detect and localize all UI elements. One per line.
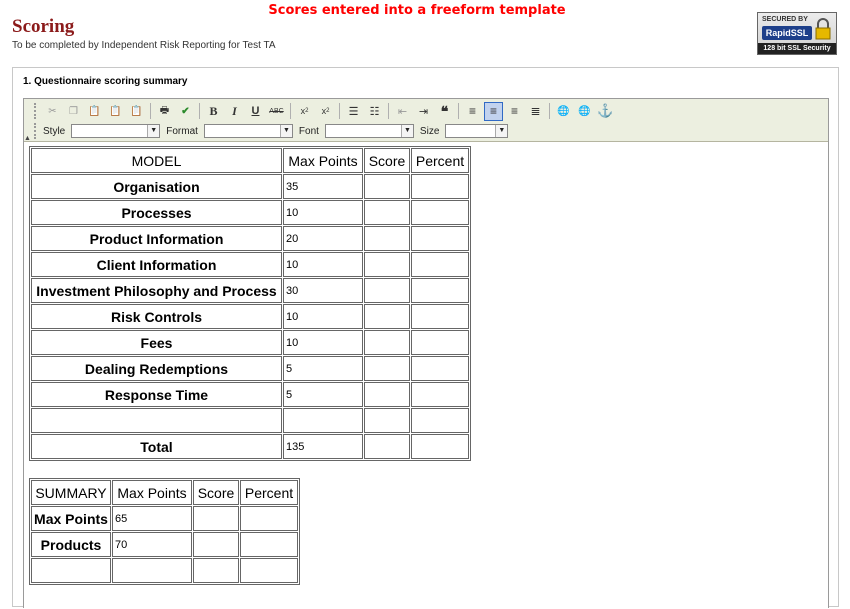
editor-toolbar bbox=[24, 99, 828, 142]
table-cell[interactable] bbox=[411, 356, 469, 381]
ssl-badge-top-text: SECURED BY bbox=[762, 16, 808, 23]
table-header: SUMMARY bbox=[31, 480, 111, 505]
chevron-down-icon[interactable]: ▼ bbox=[147, 125, 159, 137]
font-select[interactable] bbox=[325, 124, 414, 138]
table-cell[interactable] bbox=[411, 382, 469, 407]
table-cell[interactable]: 35 bbox=[283, 174, 363, 199]
table-header: Max Points bbox=[283, 148, 363, 173]
table-cell[interactable]: 65 bbox=[112, 506, 192, 531]
toolbar-separator bbox=[290, 103, 291, 119]
table-cell[interactable]: Processes bbox=[31, 200, 282, 225]
table-cell[interactable] bbox=[193, 558, 239, 583]
table-cell[interactable] bbox=[411, 408, 469, 433]
table-header: Max Points bbox=[112, 480, 192, 505]
table-cell[interactable] bbox=[283, 408, 363, 433]
table-row bbox=[31, 174, 469, 199]
align-left-icon[interactable]: ≡ bbox=[468, 104, 476, 118]
table-cell[interactable] bbox=[240, 532, 298, 557]
table-cell[interactable]: Max Points bbox=[31, 506, 111, 531]
table-cell[interactable]: Dealing Redemptions bbox=[31, 356, 282, 381]
page-subtitle: To be completed by Independent Risk Reporting for Test TA bbox=[12, 40, 276, 51]
bold-icon[interactable]: B bbox=[209, 103, 218, 118]
toolbar-separator bbox=[150, 103, 151, 119]
table-row bbox=[31, 330, 469, 355]
unlink-icon[interactable]: 🌐 bbox=[578, 105, 591, 117]
table-cell[interactable] bbox=[364, 434, 410, 459]
table-cell[interactable] bbox=[364, 330, 410, 355]
table-row bbox=[31, 304, 469, 329]
scoring-section bbox=[12, 67, 839, 607]
table-cell[interactable]: 30 bbox=[283, 278, 363, 303]
toolbar-separator bbox=[458, 103, 459, 119]
indent-icon[interactable]: ⇥ bbox=[418, 105, 429, 118]
font-label: Font bbox=[298, 125, 319, 137]
justify-icon[interactable]: ≣ bbox=[530, 104, 541, 118]
table-cell[interactable]: Total bbox=[31, 434, 282, 459]
subscript-icon[interactable]: x 2 bbox=[300, 106, 309, 116]
table-cell[interactable]: Fees bbox=[31, 330, 282, 355]
ssl-badge-brand: RapidSSL bbox=[762, 26, 812, 40]
table-row bbox=[31, 200, 469, 225]
table-cell[interactable]: 10 bbox=[283, 304, 363, 329]
style-select[interactable] bbox=[71, 124, 160, 138]
table-cell[interactable]: 10 bbox=[283, 252, 363, 277]
outdent-icon[interactable]: ⇤ bbox=[397, 105, 408, 118]
table-header: Score bbox=[364, 148, 410, 173]
table-row bbox=[31, 532, 298, 557]
table-cell[interactable] bbox=[411, 330, 469, 355]
align-right-icon[interactable]: ≡ bbox=[510, 104, 518, 118]
table-cell[interactable]: Response Time bbox=[31, 382, 282, 407]
ssl-badge-bottom-text: 128 bit SSL Security bbox=[758, 43, 836, 54]
toolbar-separator bbox=[199, 103, 200, 119]
table-header: Percent bbox=[411, 148, 469, 173]
table-cell[interactable] bbox=[112, 558, 192, 583]
paste-icon[interactable]: 📋 bbox=[88, 105, 101, 117]
table-row bbox=[31, 558, 298, 583]
table-cell[interactable] bbox=[240, 558, 298, 583]
table-cell[interactable] bbox=[240, 506, 298, 531]
table-header-row bbox=[31, 148, 469, 173]
table-cell[interactable]: 5 bbox=[283, 382, 363, 407]
table-cell[interactable] bbox=[364, 226, 410, 251]
size-select[interactable] bbox=[445, 124, 508, 138]
table-cell[interactable] bbox=[411, 252, 469, 277]
table-cell[interactable]: 20 bbox=[283, 226, 363, 251]
underline-icon[interactable]: U bbox=[251, 105, 260, 117]
blockquote-icon[interactable]: ❝ bbox=[440, 102, 449, 119]
table-cell[interactable] bbox=[364, 200, 410, 225]
editor-content[interactable] bbox=[24, 142, 828, 609]
table-row bbox=[31, 252, 469, 277]
table-cell[interactable] bbox=[364, 304, 410, 329]
table-cell[interactable] bbox=[364, 174, 410, 199]
copy-icon[interactable]: ❐ bbox=[69, 105, 78, 117]
table-cell[interactable]: Risk Controls bbox=[31, 304, 282, 329]
table-cell[interactable] bbox=[31, 558, 111, 583]
table-header-row bbox=[31, 480, 298, 505]
table-cell[interactable]: Investment Philosophy and Process bbox=[31, 278, 282, 303]
table-cell[interactable] bbox=[364, 278, 410, 303]
table-cell[interactable]: 5 bbox=[283, 356, 363, 381]
table-header: MODEL bbox=[31, 148, 282, 173]
table-row bbox=[31, 278, 469, 303]
toolbar-separator bbox=[549, 103, 550, 119]
table-cell[interactable] bbox=[411, 278, 469, 303]
table-cell[interactable] bbox=[411, 434, 469, 459]
link-icon[interactable]: 🌐 bbox=[557, 105, 570, 117]
table-cell[interactable]: 70 bbox=[112, 532, 192, 557]
italic-icon[interactable]: I bbox=[232, 103, 237, 118]
collapse-toolbar-icon[interactable]: ▲ bbox=[24, 135, 31, 142]
table-cell[interactable] bbox=[364, 356, 410, 381]
rich-text-editor[interactable] bbox=[23, 98, 829, 608]
spellcheck-icon[interactable]: ✔ bbox=[181, 105, 190, 117]
table-cell[interactable] bbox=[193, 532, 239, 557]
bulleted-list-icon[interactable]: ☷ bbox=[369, 105, 380, 118]
toolbar-separator bbox=[339, 103, 340, 119]
toolbar-grip[interactable] bbox=[34, 103, 39, 119]
summary-table[interactable] bbox=[29, 478, 300, 585]
table-cell[interactable] bbox=[411, 304, 469, 329]
table-cell[interactable]: Products bbox=[31, 532, 111, 557]
table-cell[interactable] bbox=[364, 382, 410, 407]
table-cell[interactable]: 135 bbox=[283, 434, 363, 459]
table-cell[interactable] bbox=[411, 174, 469, 199]
chevron-down-icon[interactable]: ▼ bbox=[280, 125, 292, 137]
ssl-badge[interactable] bbox=[757, 12, 837, 55]
format-select[interactable] bbox=[204, 124, 293, 138]
lock-icon bbox=[814, 18, 832, 40]
size-label: Size bbox=[419, 125, 440, 137]
table-cell[interactable] bbox=[411, 226, 469, 251]
align-center-icon[interactable]: ≡ bbox=[484, 102, 503, 121]
table-header: Percent bbox=[240, 480, 298, 505]
table-cell[interactable]: 10 bbox=[283, 330, 363, 355]
table-row bbox=[31, 356, 469, 381]
strikethrough-icon[interactable]: ABC bbox=[269, 107, 284, 115]
anchor-icon[interactable]: ⚓ bbox=[597, 103, 614, 118]
table-cell[interactable]: Product Information bbox=[31, 226, 282, 251]
table-cell[interactable] bbox=[364, 252, 410, 277]
numbered-list-icon[interactable]: ☰ bbox=[348, 105, 359, 118]
table-row-total bbox=[31, 434, 469, 459]
table-cell[interactable] bbox=[193, 506, 239, 531]
table-cell[interactable] bbox=[411, 200, 469, 225]
paste-word-icon[interactable]: 📋 bbox=[130, 105, 143, 117]
toolbar-grip[interactable] bbox=[34, 123, 39, 139]
superscript-icon[interactable]: x 2 bbox=[321, 106, 330, 116]
table-row bbox=[31, 408, 469, 433]
print-icon[interactable]: 🖶 bbox=[159, 104, 170, 116]
chevron-down-icon[interactable]: ▼ bbox=[401, 125, 413, 137]
chevron-down-icon[interactable]: ▼ bbox=[495, 125, 507, 137]
table-header: Score bbox=[193, 480, 239, 505]
section-heading: 1. Questionnaire scoring summary bbox=[23, 76, 188, 87]
table-row bbox=[31, 382, 469, 407]
banner: Scores entered into a freeform template bbox=[268, 3, 566, 18]
style-label: Style bbox=[43, 125, 66, 137]
table-cell[interactable] bbox=[31, 408, 282, 433]
table-cell[interactable]: Organisation bbox=[31, 174, 282, 199]
toolbar-separator bbox=[388, 103, 389, 119]
paste-text-icon[interactable]: 📋 bbox=[109, 105, 122, 117]
table-cell[interactable]: 10 bbox=[283, 200, 363, 225]
model-table[interactable] bbox=[29, 146, 471, 461]
table-cell[interactable]: Client Information bbox=[31, 252, 282, 277]
table-row bbox=[31, 506, 298, 531]
cut-icon[interactable]: ✂ bbox=[48, 105, 57, 117]
page-title: Scoring bbox=[12, 16, 75, 37]
table-row bbox=[31, 226, 469, 251]
table-cell[interactable] bbox=[364, 408, 410, 433]
format-label: Format bbox=[166, 125, 198, 137]
